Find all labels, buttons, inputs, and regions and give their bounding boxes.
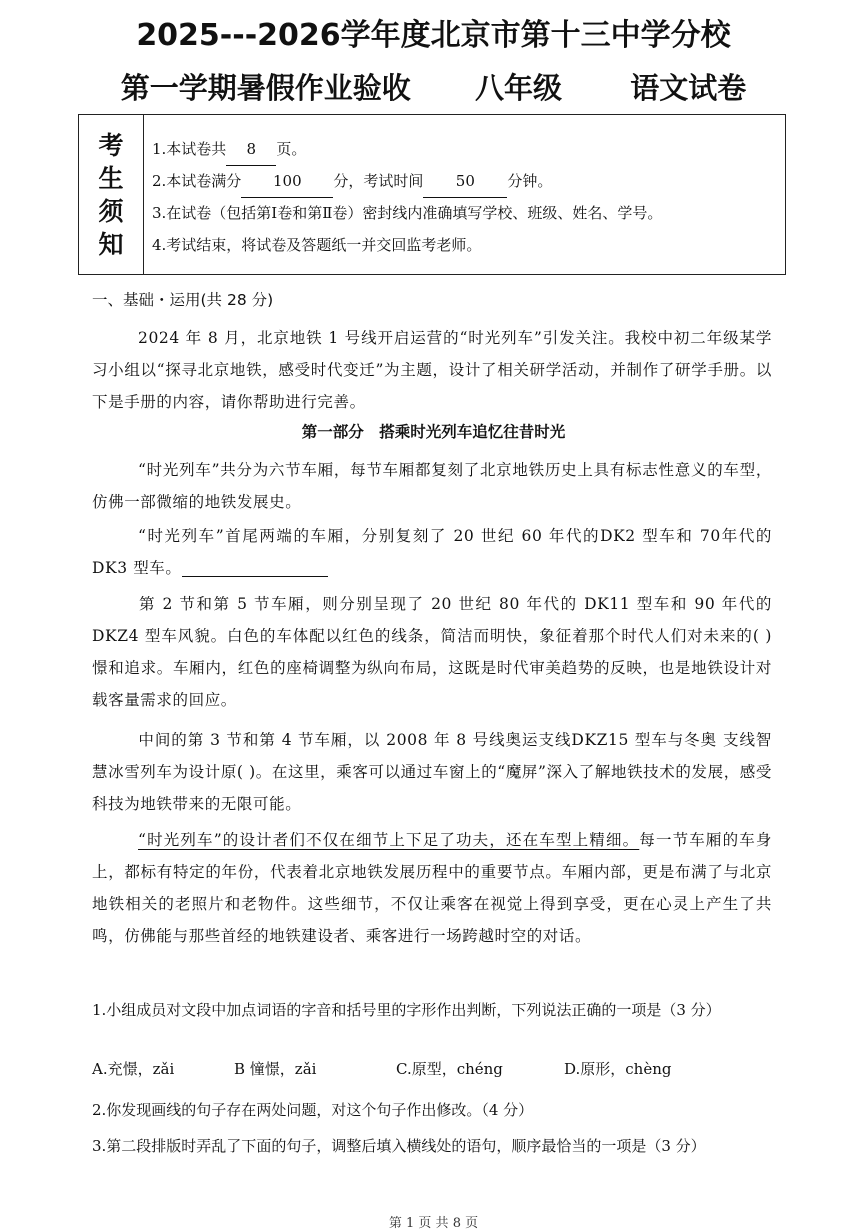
exam-notice-box: [78, 114, 786, 275]
page-footer: 第 1 页 共 8 页: [388, 1216, 479, 1231]
score-blank: 100: [241, 165, 333, 198]
answer-blank-line: [182, 576, 328, 577]
paragraph-4: 中间的第 3 节和第 4 节车厢，以 2008 年 8 号线奥运支线DKZ15 型车与冬奥 支线智慧冰雪列车为设计原( )。在这里，乘客可以通过车窗上的“魔屏”深入了解地铁技术的发展，感受科技为地铁带来的无限可能。: [92, 731, 772, 813]
title-subject: 语文试卷: [630, 71, 747, 105]
exam-title-line1: 2025---2026学年度北京市第十三中学分校: [136, 18, 731, 53]
paragraph-2: “时光列车”首尾两端的车厢，分别复刻了 20 世纪 60 年代的DK2 型车和 70年代的DK3 型车。: [92, 527, 772, 577]
question-3: 3.第二段排版时弄乱了下面的句子，调整后填入横线处的语句，顺序最恰当的一项是（3 分）: [92, 1137, 706, 1155]
option-c: C.原型，chéng: [396, 1060, 503, 1078]
option-b: B 憧憬，zǎi: [234, 1060, 317, 1078]
notice-item-1: 1.本试卷共 8 页。: [152, 133, 662, 165]
time-blank: 50: [423, 165, 507, 198]
option-a: A.充憬，zǎi: [92, 1060, 175, 1078]
question-1: 1.小组成员对文段中加点词语的字音和括号里的字形作出判断，下列说法正确的一项是（3 分）: [92, 1001, 721, 1019]
section-heading: 一、基础・运用(共 28 分): [92, 291, 274, 309]
underlined-sentence: “时光列车”的设计者们不仅在细节上下足了功夫，还在车型上精细。: [138, 831, 640, 849]
title-term: 第一学期暑假作业验收: [120, 71, 411, 105]
notice-item-2: 2.本试卷满分 100 分，考试时间 50 分钟。: [152, 165, 662, 197]
paragraph-5: “时光列车”的设计者们不仅在细节上下足了功夫，还在车型上精细。每一节车厢的车身上，都标有特定的年份，代表着北京地铁发展历程中的重要节点。车厢内部，更是布满了与北京地铁相关的老照片和老物件。这些细节，不仅让乘客在视觉上得到享受，更在心灵上产生了共鸣，仿佛能与那些首经的地铁建设者、乘客进行一场跨越时空的对话。: [92, 831, 772, 945]
notice-item-4: 4.考试结束，将试卷及答题纸一并交回监考老师。: [152, 236, 482, 254]
part-title: 第一部分 搭乘时光列车追忆往昔时光: [301, 423, 566, 441]
exam-title-line2: [0, 66, 867, 107]
question-1-options: [92, 1058, 714, 1079]
question-2: 2.你发现画线的句子存在两处问题，对这个句子作出修改。（4 分）: [92, 1101, 534, 1119]
option-d: D.原形，chèng: [564, 1060, 672, 1078]
paragraph-1: “时光列车”共分为六节车厢，每节车厢都复刻了北京地铁历史上具有标志性意义的车型，仿佛一部微缩的地铁发展史。: [92, 461, 772, 511]
title-grade: 八年级: [474, 71, 562, 105]
notice-item-3: 3.在试卷（包括第Ⅰ卷和第Ⅱ卷）密封线内准确填写学校、班级、姓名、学号。: [152, 204, 663, 222]
notice-items: [144, 115, 662, 274]
page-count-blank: 8: [226, 133, 276, 166]
paragraph-3: 第 2 节和第 5 节车厢，则分别呈现了 20 世纪 80 年代的 DK11 型车和 90 年代的 DKZ4 型车风貌。白色的车体配以红色的线条，简洁而明快，象征着那个时代人们对未来的( )憬和追求。车厢内，红色的座椅调整为纵向布局，这既是时代审美趋势的反映，也是地铁设计对载客量需求的回应。: [92, 595, 772, 709]
intro-paragraph: 2024 年 8 月，北京地铁 1 号线开启运营的“时光列车”引发关注。我校中初二年级某学习小组以“探寻北京地铁，感受时代变迁”为主题，设计了相关研学活动，并制作了研学手册。以下是手册的内容，请你帮助进行完善。: [92, 329, 772, 411]
notice-label: 考 生 须 知: [79, 115, 144, 274]
